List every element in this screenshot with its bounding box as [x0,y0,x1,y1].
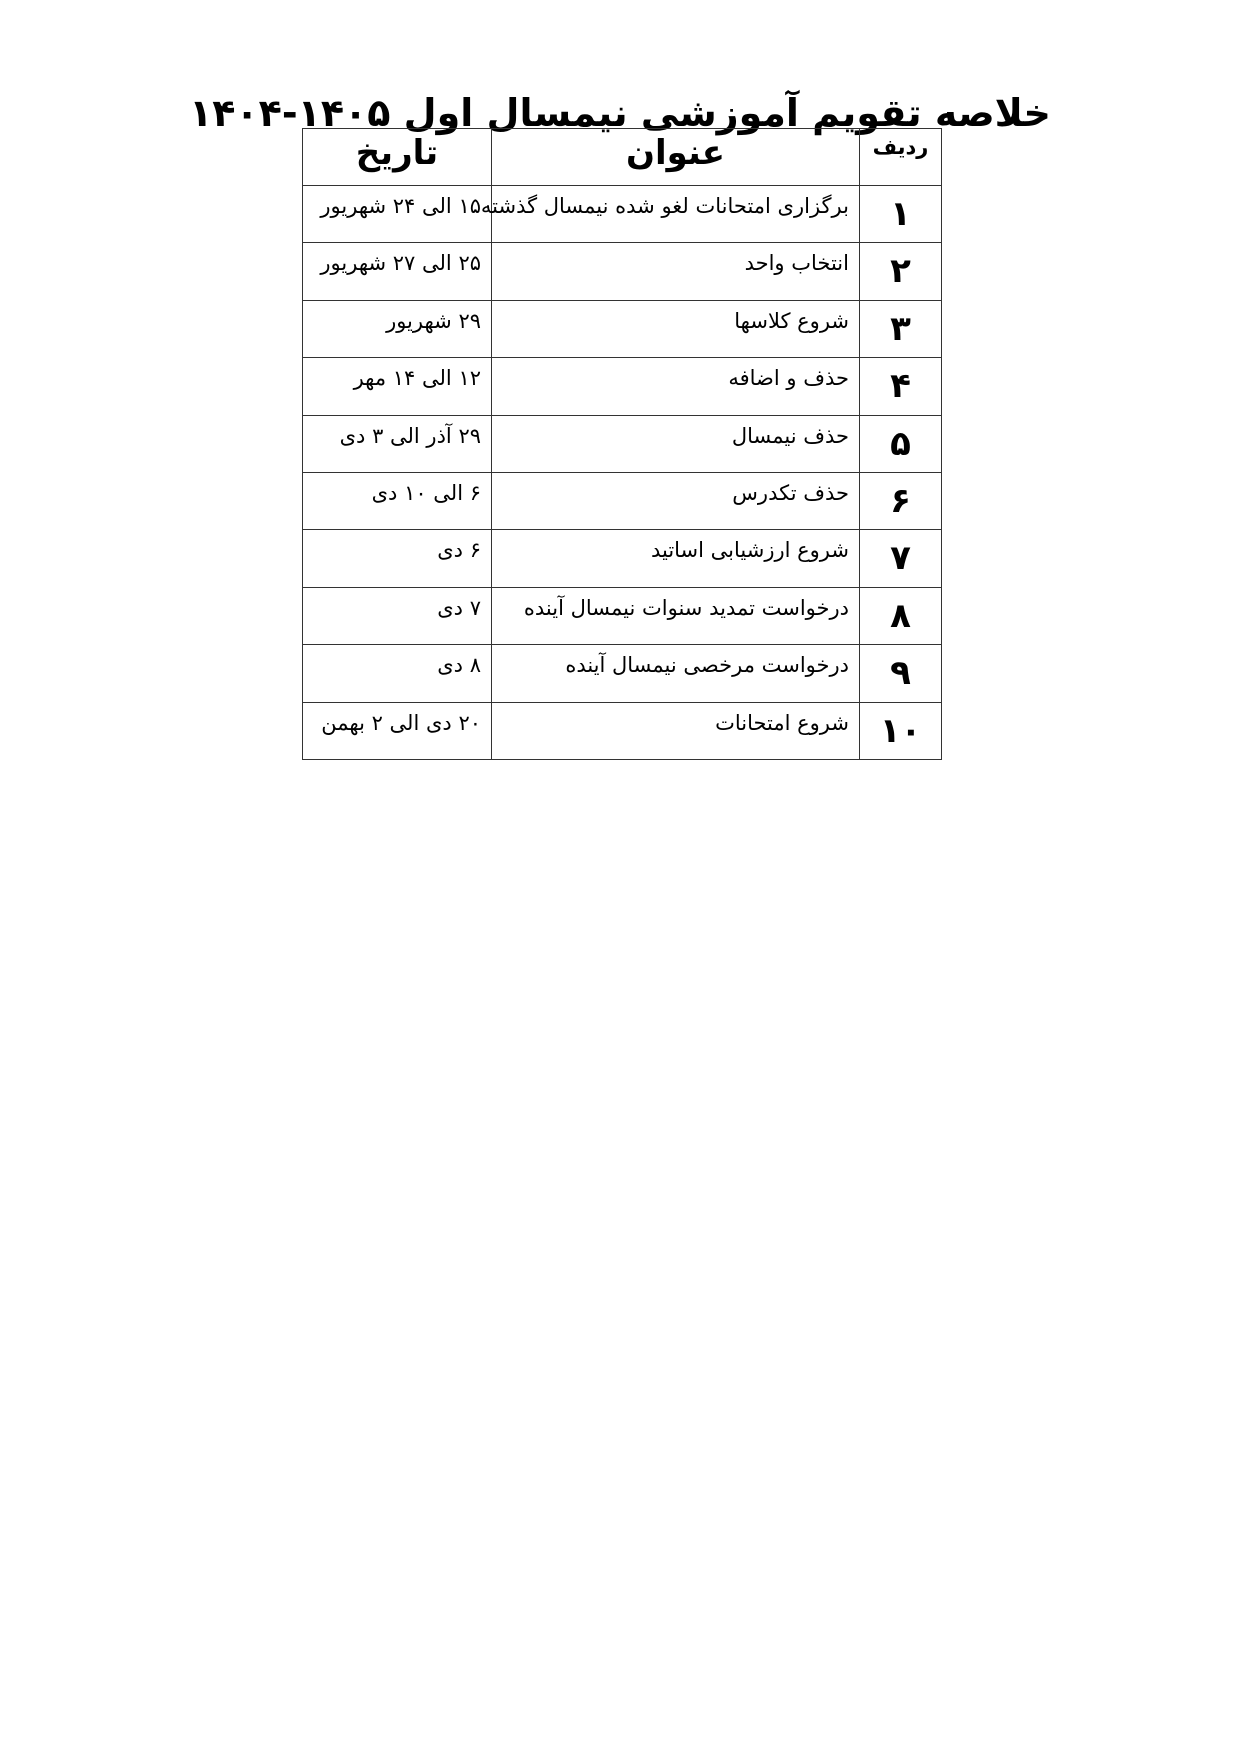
row-date: ۶ الی ۱۰ دی [303,472,492,529]
row-number: ۶ [860,472,942,529]
table-row [303,472,942,529]
row-number: ۵ [860,415,942,472]
table-header-row [303,129,942,186]
row-title: حذف نیمسال [492,415,860,472]
table-row [303,243,942,300]
row-title: شروع امتحانات [492,702,860,759]
table-row [303,587,942,644]
row-date: ۲۰ دی الی ۲ بهمن [303,702,492,759]
row-date: ۶ دی [303,530,492,587]
row-number: ۱۰ [860,702,942,759]
table-row [303,300,942,357]
row-number: ۷ [860,530,942,587]
header-date: تاریخ [303,129,492,186]
header-row-number: ردیف [860,129,942,186]
row-date: ۲۵ الی ۲۷ شهریور [303,243,492,300]
row-date: ۲۹ آذر الی ۳ دی [303,415,492,472]
row-number: ۴ [860,358,942,415]
row-number: ۲ [860,243,942,300]
row-title: حذف و اضافه [492,358,860,415]
row-number: ۱ [860,186,942,243]
row-number: ۳ [860,300,942,357]
table-row [303,645,942,702]
row-date: ۱۵ الی ۲۴ شهریور [303,186,492,243]
table-row [303,415,942,472]
table-row [303,530,942,587]
row-number: ۹ [860,645,942,702]
row-title: درخواست مرخصی نیمسال آینده [492,645,860,702]
row-number: ۸ [860,587,942,644]
row-title: شروع کلاسها [492,300,860,357]
header-title: عنوان [492,129,860,186]
row-date: ۱۲ الی ۱۴ مهر [303,358,492,415]
table-row [303,358,942,415]
page-title: خلاصه تقویم آموزشی نیمسال اول ۱۴۰۵-۱۴۰۴ [189,91,1051,136]
table-row [303,702,942,759]
row-title: برگزاری امتحانات لغو شده نیمسال گذشته [492,186,860,243]
academic-calendar-table [302,128,942,760]
row-title: حذف تکدرس [492,472,860,529]
row-date: ۸ دی [303,645,492,702]
row-title: انتخاب واحد [492,243,860,300]
row-date: ۲۹ شهریور [303,300,492,357]
table-row [303,186,942,243]
row-date: ۷ دی [303,587,492,644]
row-title: درخواست تمدید سنوات نیمسال آینده [492,587,860,644]
row-title: شروع ارزشیابی اساتید [492,530,860,587]
